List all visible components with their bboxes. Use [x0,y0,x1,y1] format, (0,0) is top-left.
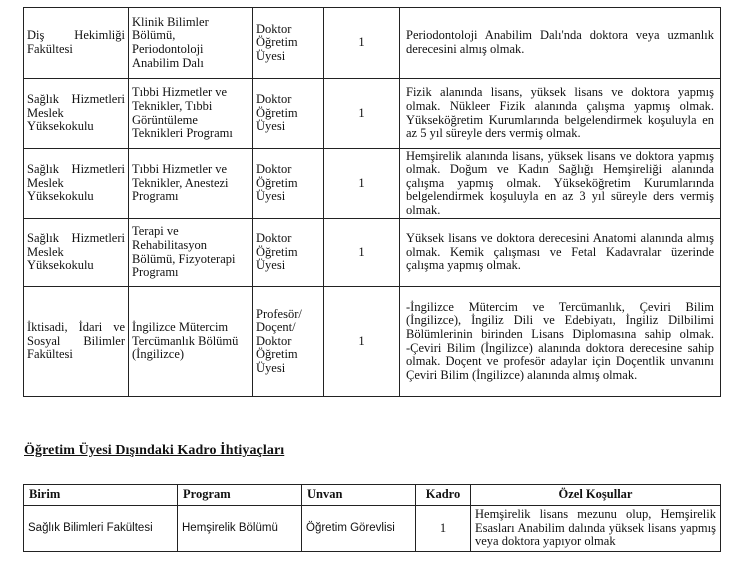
table-row [24,8,721,79]
table-header-row [24,485,721,506]
unit-cell: İktisadi, İdari ve Sosyal Bilimler Fakültesi [24,287,129,397]
kadro-cell: 1 [416,506,471,552]
kadro-cell: 1 [324,79,400,149]
department-cell: Tıbbi Hizmetler ve Teknikler, Anestezi Programı [129,149,253,219]
unit-cell: Diş Hekimliği Fakültesi [24,8,129,79]
section-heading: Öğretim Üyesi Dışındaki Kadro İhtiyaçları [24,443,285,458]
conditions-cell: Fizik alanında lisans, yüksek lisans ve doktora yapmış olmak. Nükleer Fizik alanında çalışma yapmış olmak. Yükseköğretim Kurumlarında belgelendirmek koşuluyla en az 5 yıl süreyle ders vermiş olmak. [400,79,721,149]
unit-cell: Sağlık Hizmetleri Meslek Yüksekokulu [24,219,129,287]
header-unit: Birim [24,485,178,506]
department-cell: Terapi ve Rehabilitasyon Bölümü, Fizyoterapi Programı [129,219,253,287]
title-cell: Doktor Öğretim Üyesi [253,219,324,287]
faculty-positions-table [23,7,721,397]
conditions-cell: -İngilizce Mütercim ve Tercümanlık, Çeviri Bilim (İngilizce), İngiliz Dili ve Edebiyatı, İngiliz Dilbilimi Bölümlerinin birinden Lisans Diplomasına sahip olmak. -Çeviri Bilim (İngilizce) alanında doktora derecesine sahip olmak. Doçent ve profesör adaylar için Doçentlik unvanını Çeviri Bilim (İngilizce) alanında almış olmak. [400,287,721,397]
table-row [24,79,721,149]
title-cell: Doktor Öğretim Üyesi [253,149,324,219]
conditions-cell: Hemşirelik lisans mezunu olup, Hemşirelik Esasları Anabilim dalında yüksek lisans yapmış veya doktora yapıyor olmak [471,506,721,552]
title-cell: Doktor Öğretim Üyesi [253,8,324,79]
conditions-cell: Yüksek lisans ve doktora derecesini Anatomi alanında almış olmak. Kemik çalışması ve Fetal Kadavralar üzerinde çalışma yapmış olmak. [400,219,721,287]
department-cell: Klinik Bilimler Bölümü, Periodontoloji Anabilim Dalı [129,8,253,79]
table-row [24,506,721,552]
header-title: Unvan [302,485,416,506]
table-row [24,149,721,219]
title-cell: Profesör/ Doçent/ Doktor Öğretim Üyesi [253,287,324,397]
title-cell: Öğretim Görevlisi [302,506,416,552]
table-row [24,287,721,397]
kadro-cell: 1 [324,287,400,397]
conditions-cell: Periodontoloji Anabilim Dalı'nda doktora veya uzmanlık derecesini almış olmak. [400,8,721,79]
department-cell: İngilizce Mütercim Tercümanlık Bölümü (İngilizce) [129,287,253,397]
unit-cell: Sağlık Hizmetleri Meslek Yüksekokulu [24,79,129,149]
title-cell: Doktor Öğretim Üyesi [253,79,324,149]
conditions-cell: Hemşirelik alanında lisans, yüksek lisans ve doktora yapmış olmak. Doğum ve Kadın Sağlığı Hemşireliği alanında çalışma yapmış olmak. Yükseköğretim Kurumlarında belgelendirmek koşuluyla en az 3 yıl süreyle ders vermiş olmak. [400,149,721,219]
header-kadro: Kadro [416,485,471,506]
kadro-cell: 1 [324,8,400,79]
header-conditions: Özel Koşullar [471,485,721,506]
program-cell: Hemşirelik Bölümü [178,506,302,552]
unit-cell: Sağlık Hizmetleri Meslek Yüksekokulu [24,149,129,219]
department-cell: Tıbbi Hizmetler ve Teknikler, Tıbbi Görüntüleme Teknikleri Programı [129,79,253,149]
kadro-cell: 1 [324,219,400,287]
table-row [24,219,721,287]
header-program: Program [178,485,302,506]
non-faculty-positions-table [23,484,721,552]
unit-cell: Sağlık Bilimleri Fakültesi [24,506,178,552]
kadro-cell: 1 [324,149,400,219]
